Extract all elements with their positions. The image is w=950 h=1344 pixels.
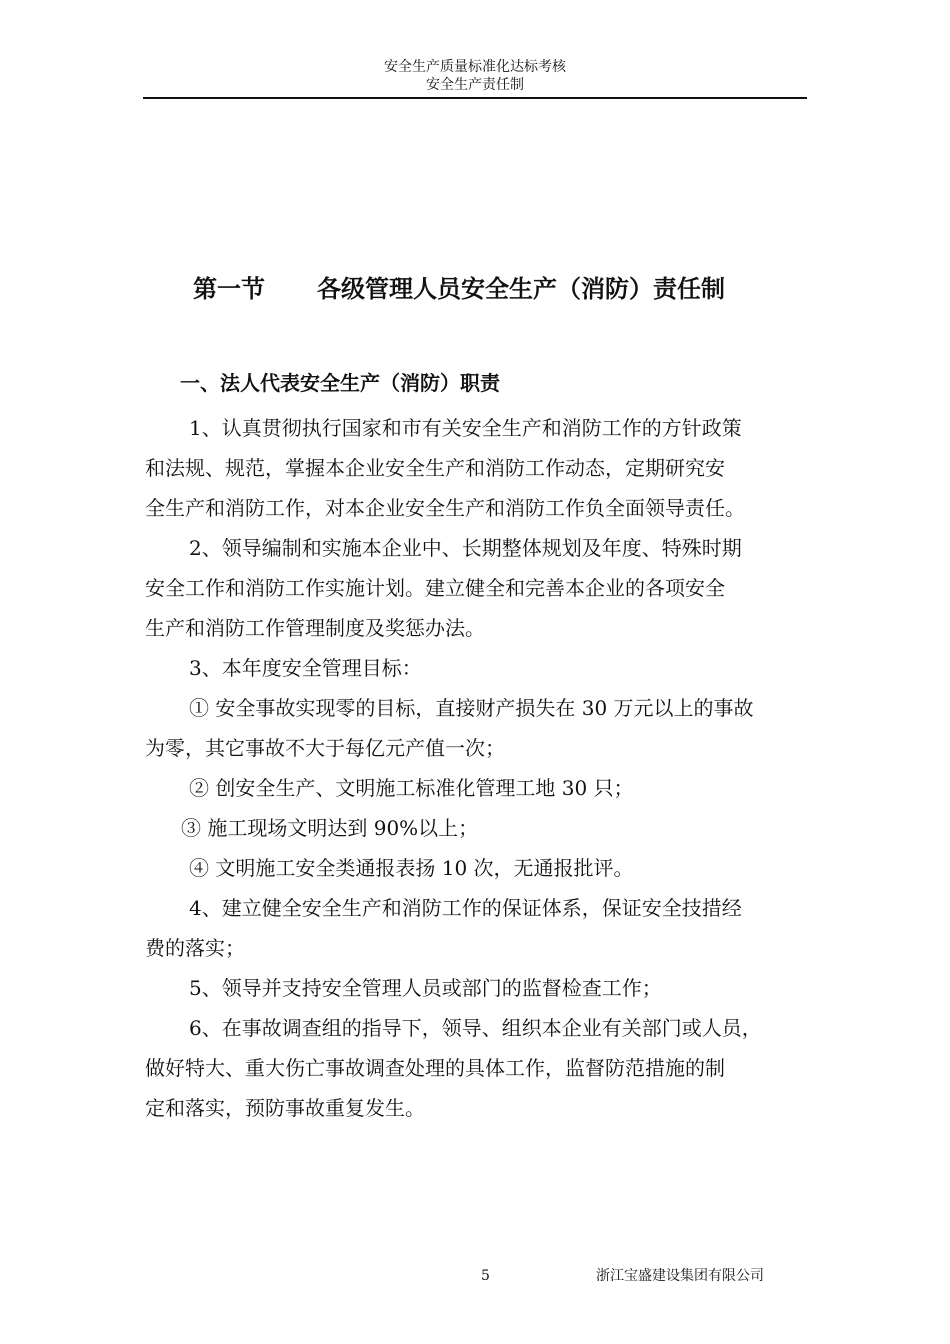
- text-line: 4、建立健全安全生产和消防工作的保证体系，保证安全技措经: [189, 896, 742, 920]
- header-subtitle: 安全生产责任制: [426, 77, 524, 93]
- goal-4: [145, 848, 825, 888]
- text-line: ① 安全事故实现零的目标，直接财产损失在 30 万元以上的事故: [189, 696, 754, 720]
- text-line: 全生产和消防工作，对本企业安全生产和消防工作负全面领导责任。: [145, 496, 745, 520]
- section-title: [193, 272, 725, 306]
- text-line: 3、本年度安全管理目标：: [189, 656, 422, 680]
- text-line: 定和落实，预防事故重复发生。: [145, 1096, 425, 1120]
- text-line: ④ 文明施工安全类通报表扬 10 次，无通报批评。: [189, 856, 634, 880]
- text-line: 做好特大、重大伤亡事故调查处理的具体工作，监督防范措施的制: [145, 1056, 725, 1080]
- paragraph-6: [145, 1008, 825, 1128]
- text-line: 1、认真贯彻执行国家和市有关安全生产和消防工作的方针政策: [189, 416, 742, 440]
- goal-1: [145, 688, 825, 768]
- sub-heading: 一、法人代表安全生产（消防）职责: [180, 371, 500, 395]
- goal-2: [145, 768, 825, 808]
- page-header: [143, 58, 807, 94]
- text-line: 为零，其它事故不大于每亿元产值一次；: [145, 736, 505, 760]
- text-line: 生产和消防工作管理制度及奖惩办法。: [145, 616, 485, 640]
- header-divider: [143, 97, 807, 99]
- text-line: 和法规、规范，掌握本企业安全生产和消防工作动态，定期研究安: [145, 456, 725, 480]
- text-line: ② 创安全生产、文明施工标准化管理工地 30 只；: [189, 776, 634, 800]
- paragraph-5: [145, 968, 825, 1008]
- section-number: 第一节: [193, 275, 265, 303]
- header-title: 安全生产质量标准化达标考核: [384, 59, 566, 75]
- goal-3: [145, 808, 825, 848]
- paragraph-1: [145, 408, 825, 528]
- paragraph-2: [145, 528, 825, 648]
- text-line: 费的落实；: [145, 936, 245, 960]
- text-line: 5、领导并支持安全管理人员或部门的监督检查工作；: [189, 976, 662, 1000]
- company-name: 浙江宝盛建设集团有限公司: [596, 1268, 764, 1284]
- paragraph-4: [145, 888, 825, 968]
- body-text: [145, 408, 825, 1128]
- text-line: ③ 施工现场文明达到 90%以上；: [181, 816, 479, 840]
- text-line: 安全工作和消防工作实施计划。建立健全和完善本企业的各项安全: [145, 576, 725, 600]
- text-line: 2、领导编制和实施本企业中、长期整体规划及年度、特殊时期: [189, 536, 742, 560]
- section-name: 各级管理人员安全生产（消防）责任制: [317, 275, 725, 303]
- text-line: 6、在事故调查组的指导下，领导、组织本企业有关部门或人员，: [189, 1016, 762, 1040]
- paragraph-3: [145, 648, 825, 688]
- page-number: 5: [481, 1268, 490, 1284]
